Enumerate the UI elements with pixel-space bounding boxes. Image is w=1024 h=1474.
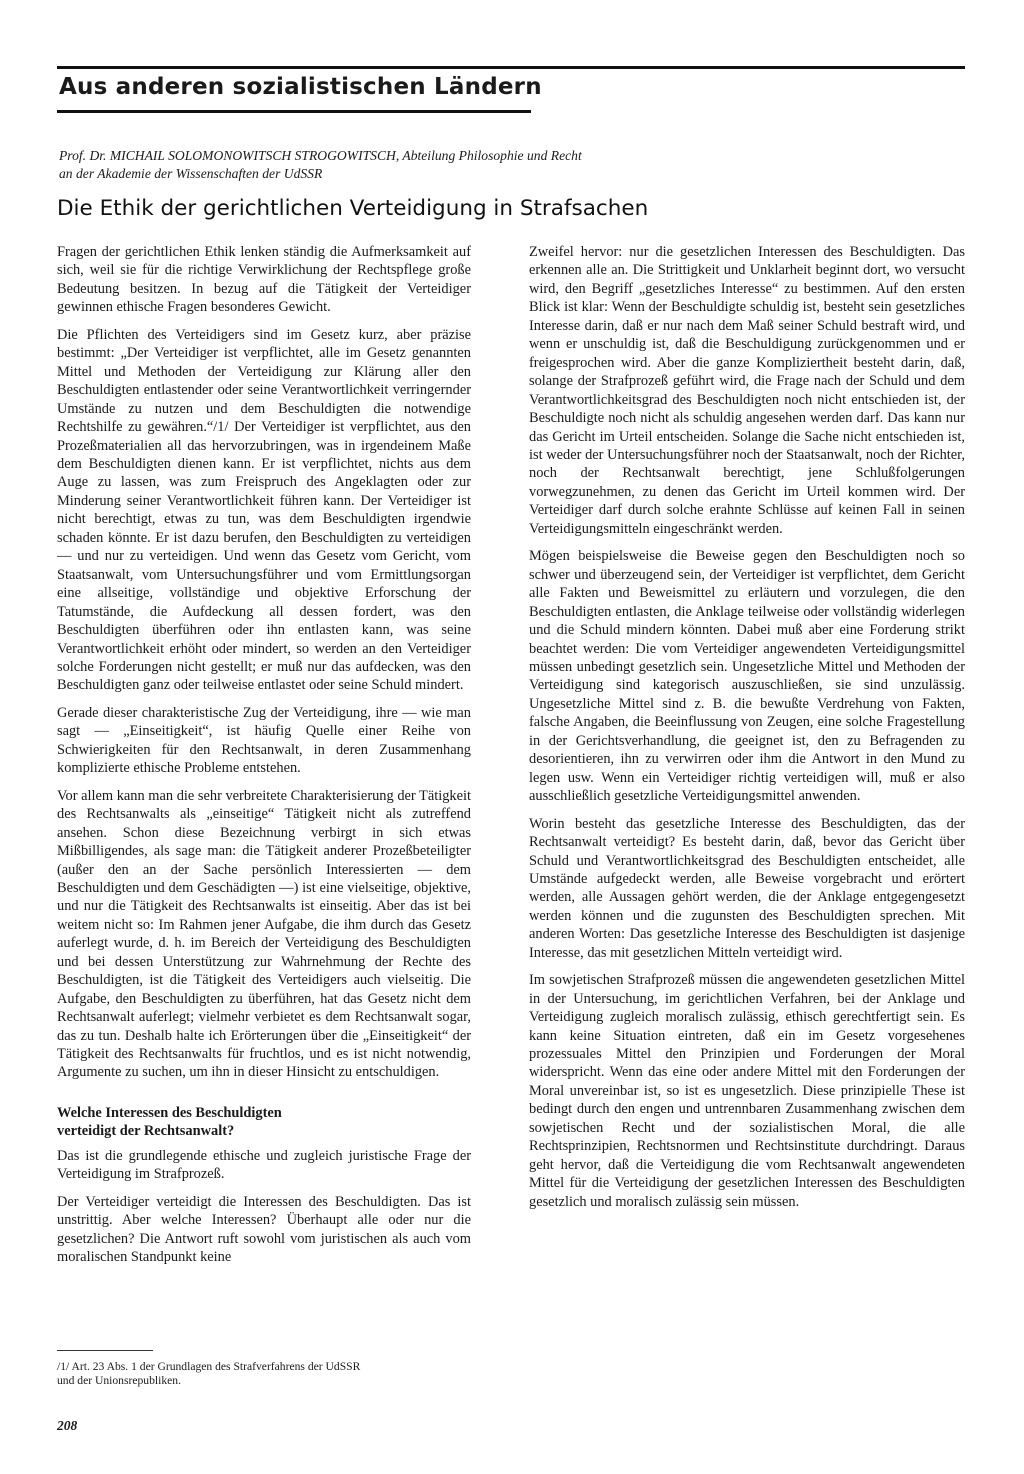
page-number: 208 [57, 1418, 78, 1433]
article-title: Die Ethik der gerichtlichen Verteidigung in Strafsachen [57, 196, 649, 221]
paragraph: Der Verteidiger verteidigt die Interessen des Beschuldigten. Das ist unstrittig. Aber welche Interessen? Überhaupt alle oder nur die gesetzlichen? Die Antwort ruft sowohl vom juristischen als auch vom moralischen Standpunkt keine [57, 1193, 471, 1266]
footnote-line-1: /1/ Art. 23 Abs. 1 der Grundlagen des Strafverfahrens der UdSSR [57, 1360, 361, 1373]
subheading [57, 1104, 471, 1141]
footnote-rule [57, 1350, 153, 1351]
footnote-line-2: und der Unionsrepubliken. [57, 1373, 181, 1387]
author-line-1: Prof. Dr. MICHAIL SOLOMONOWITSCH STROGOWITSCH, Abteilung Philosophie und Recht [59, 148, 582, 163]
paragraph: Das ist die grundlegende ethische und zugleich juristische Frage der Verteidigung im Strafprozeß. [57, 1147, 471, 1183]
paragraph: Im sowjetischen Strafprozeß müssen die angewendeten gesetzlichen Mittel in der Untersuchung, im gerichtlichen Verfahren, bei der Anklage und Verteidigung zugleich moralisch zulässig, ethisch gerechtfertigt sein. Es kann keine Situation eintreten, daß ein im Gesetz vorgesehenes prozessuales Mittel den Prinzipien und Forderungen der Moral widerspricht. Wenn das eine oder andere Mittel mit den Forderungen der Moral unvereinbar ist, so ist es ungesetzlich. Diese prinzipielle These ist bedingt durch den engen und untrennbaren Zusammenhang zwischen dem sowjetischen Recht und der sozialistischen Moral, die alle Rechtsprinzipien, Rechtsnormen und Rechtsinstitute durchdringt. Daraus geht hervor, daß die Verteidigung die vom Rechtsanwalt angewendeten Mittel für die Verteidigung der gesetzlichen Interessen des Beschuldigten gesetzlich und moralisch zulässig sein müssen. [529, 972, 965, 1210]
paragraph: Worin besteht das gesetzliche Interesse des Beschuldigten, das der Rechtsanwalt verteidigt? Es besteht darin, daß, bevor das Gericht über Schuld und Verantwortlichkeitsgrad des Beschuldigten entscheidet, alle Umstände aufgedeckt werden, alle Beweise vorgebracht und erörtert werden, alle Aussagen gehört werden, die der Anklage entgegengesetzt werden können und die zugunsten des Beschuldigten sprechen. Mit anderen Worten: Das gesetzliche Interesse des Beschuldigten ist dasjenige Interesse, das mit gesetzlichen Mitteln verteidigt wird. [529, 815, 965, 961]
subheading-line-1: Welche Interessen des Beschuldigten [57, 1104, 282, 1121]
paragraph: Fragen der gerichtlichen Ethik lenken ständig die Aufmerksamkeit auf sich, weil sie für die richtige Verwirklichung der Rechtspflege große Bedeutung besitzen. In bezug auf die Tätigkeit der Verteidiger gewinnen ethische Fragen besonderes Gewicht. [57, 244, 471, 316]
paragraph: Die Pflichten des Verteidigers sind im Gesetz kurz, aber präzise bestimmt: „Der Verteidiger ist verpflichtet, alle im Gesetz genannten Mittel und Methoden der Verteidigung zur Klärung aller den Beschuldigten entlastender oder seine Verantwortlichkeit verringernder Umstände zu nutzen und dem Beschuldigten die notwendige Rechtshilfe zu gewähren.“/1/ Der Verteidiger ist verpflichtet, aus den Prozeßmaterialien all das hervorzubringen, was in irgendeinem Maße dem Beschuldigten dienen kann. Er ist verpflichtet, nichts aus dem Auge zu lassen, was zum Freispruch des Angeklagten oder zur Minderung seiner Verantwortlichkeit führen kann. Der Verteidiger ist nicht berechtigt, etwas zu tun, was dem Beschuldigten irgendwie schaden könnte. Er ist dazu berufen, den Beschuldigten zu verteidigen — und nur zu verteidigen. Und wenn das Gesetz vom Gericht, vom Staatsanwalt, vom Untersuchungsführer und vom Ermittlungsorgan eine allseitige, vollständige und objektive Erforschung der Tatumstände, die Aufdeckung all dessen fordert, was den Beschuldigten überführen oder ihn entlasten kann, was seine Verantwortlichkeit erhöht oder mindert, so werden an den Verteidiger solche Forderungen nicht gestellt; er muß nur das aufdecken, was den Beschuldigten ganz oder teilweise entlastet oder seine Schuld mindert. [57, 326, 471, 694]
section-title: Aus anderen sozialistischen Ländern [59, 74, 542, 100]
right-column [529, 243, 965, 1220]
left-column [57, 243, 471, 1276]
paragraph: Vor allem kann man die sehr verbreitete Charakterisierung der Tätigkeit des Rechtsanwalts als „einseitige“ Tätigkeit nicht als zutreffend ansehen. Schon diese Bezeichnung verbirgt in sich etwas Mißbilligendes, als sage man: die Tätigkeit anderer Prozeßbeteiligter (außer den an der Sache persönlich Interessierten — dem Beschuldigten und dem Geschädigten —) ist eine vielseitige, objektive, und nur die Tätigkeit des Rechtsanwalts ist einseitig. Aber das ist bei weitem nicht so: Im Rahmen jener Aufgabe, die ihm durch das Gesetz auferlegt wurde, d. h. im Bereich der Verteidigung des Beschuldigten und bei dessen Unterstützung zur Wahrnehmung der Rechte des Beschuldigten, ist die Tätigkeit des Verteidigers auch vielseitig. Die Aufgabe, den Beschuldigten zu überführen, hat das Gesetz nicht dem Rechtsanwalt auferlegt; vielmehr verbietet es dem Rechtsanwalt sogar, das zu tun. Deshalb halte ich Erörterungen über die „Einseitigkeit“ der Tätigkeit des Rechtsanwalts für fruchtlos, und es ist nicht notwendig, Argumente zu suchen, um ihn in dieser Hinsicht zu entschuldigen. [57, 787, 471, 1081]
header-rule [57, 66, 965, 69]
paragraph: Gerade dieser charakteristische Zug der Verteidigung, ihre — wie man sagt — „Einseitigkeit“, ist häufig Quelle einer Reihe von Schwierigkeiten für den Rechtsanwalt, in deren Zusammenhang komplizierte ethische Probleme entstehen. [57, 704, 471, 777]
author-line-2: an der Akademie der Wissenschaften der UdSSR [59, 166, 323, 181]
paragraph: Zweifel hervor: nur die gesetzlichen Interessen des Beschuldigten. Das erkennen alle an. Die Strittigkeit und Unklarheit beginnt dort, wo versucht wird, den Begriff „gesetzliches Interesse“ zu bestimmen. Auf den ersten Blick ist klar: Wenn der Beschuldigte schuldig ist, besteht sein gesetzliches Interesse darin, daß er nur nach dem Maß seiner Schuld bestraft wird, und wenn er unschuldig ist, daß die Beschuldigung zurückgenommen und er freigesprochen wird. Aber die ganze Kompliziertheit besteht darin, daß, solange der Strafprozeß geführt wird, die Frage nach der Schuld und dem Verantwortlichkeitsgrad des Beschuldigten noch nicht entschieden ist, der Beschuldigte noch nicht als schuldig angesehen werden darf. Das kann nur das Gericht im Urteil entscheiden. Solange die Sache nicht entschieden ist, ist weder der Untersuchungsführer noch der Staatsanwalt, noch der Richter, noch der Rechtsanwalt berechtigt, jene Schlußfolgerungen vorwegzunehmen, zu denen das Gericht im Urteil kommen wird. Der Verteidiger darf durch solche erahnte Schlüsse auf keinen Fall in seinen Verteidigungsmitteln eingeschränkt werden. [529, 244, 965, 537]
author-byline [59, 147, 939, 183]
footnote [57, 1360, 472, 1387]
paragraph: Mögen beispielsweise die Beweise gegen den Beschuldigten noch so schwer und überzeugend sein, der Verteidiger ist verpflichtet, dem Gericht alle Fakten und Beweismittel zu erläutern und vorzulegen, die den Beschuldigten entlasten, die Anklage teilweise oder vollständig widerlegen und die Schuld mindern könnten. Dabei muß aber eine Forderung strikt beachtet werden: Die vom Verteidiger angewendeten Verteidigungsmittel müssen unbedingt gesetzlich sein. Ungesetzliche Mittel und Methoden der Verteidigung sind kategorisch auszuschließen, sie sind unzulässig. Ungesetzliche Mittel sind z. B. die bewußte Verdrehung von Fakten, falsche Angaben, die Beeinflussung von Zeugen, eine solche Fragestellung in der Gerichtsverhandlung, die geeignet ist, den zu Befragenden zu desorientieren, ihn zu verwirren oder ihm die Antwort in den Mund zu legen usw. Wenn ein Verteidiger richtig verteidigen will, muß er also ausschließlich gesetzliche Verteidigungsmittel anwenden. [529, 548, 965, 805]
section-header [57, 72, 542, 113]
subheading-line-2: verteidigt der Rechtsanwalt? [57, 1123, 235, 1140]
